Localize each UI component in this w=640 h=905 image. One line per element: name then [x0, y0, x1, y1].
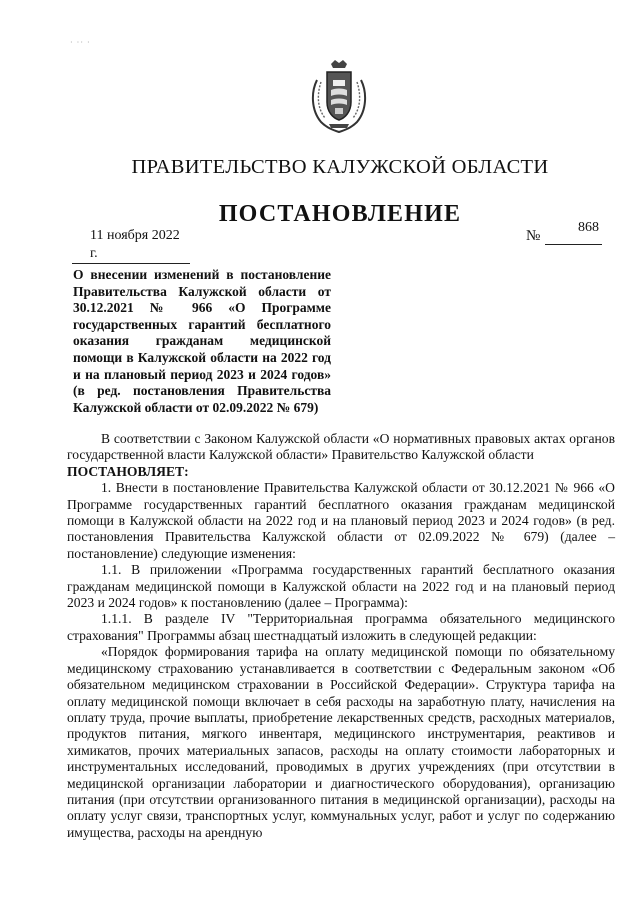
paragraph-1-1: 1.1. В приложении «Программа государственных гарантий бесплатного оказания гражданам медицинской помощи в Калужской области на 2022 год и на плановый период 2023 и 2024 годов» к постановлению (далее – Программа): [67, 562, 615, 611]
document-date: 11 ноября 2022 г. [72, 227, 190, 264]
resolves-heading: ПОСТАНОВЛЯЕТ: [67, 463, 189, 479]
document-body [67, 431, 615, 841]
number-underline [545, 244, 602, 245]
paragraph-1: 1. Внести в постановление Правительства Калужской области от 30.12.2021 № 966 «О Программе государственных гарантий бесплатного оказания гражданам медицинской помощи в Калужской области на 2022 год и на плановый период 2023 и 2024 годов» (в ред. постановления Правительства Калужской области от 02.09.2022 № 679) (далее – постановление) следующие изменения: [67, 480, 615, 561]
number-label: № [526, 228, 541, 244]
document-subject: О внесении изменений в постановление Правительства Калужской области от 30.12.2021 № 966 «О Программе государственных гарантий бесплатного оказания гражданам медицинской помощи в Калужской области на 2022 год и на плановый период 2023 и 2024 годов» (в ред. постановления Правительства Калужской области от 02.09.2022 № 679) [73, 267, 331, 415]
paragraph-1-1-1: 1.1.1. В разделе IV "Территориальная программа обязательного медицинского страхования" Программы абзац шестнадцатый изложить в следующей редакции: [67, 611, 615, 643]
coat-of-arms-icon [307, 58, 371, 134]
organization-title: ПРАВИТЕЛЬСТВО КАЛУЖСКОЙ ОБЛАСТИ [131, 156, 549, 178]
scan-mark: · ·· · [70, 38, 91, 47]
preamble-paragraph: В соответствии с Законом Калужской области «О нормативных правовых актах органов государственной власти Калужской области» Правительство Калужской области [67, 431, 615, 463]
paragraph-tariff: «Порядок формирования тарифа на оплату медицинской помощи по обязательному медицинскому страхованию устанавливается в соответствии с Федеральным законом «Об обязательном медицинском страховании в Российской Федерации». Структура тарифа на оплату медицинской помощи включает в себя расходы на заработную плату, начисления на оплату труда, прочие выплаты, приобретение лекарственных средств, расходных материалов, продуктов питания, мягкого инвентаря, медицинского инструментария, реактивов и химикатов, прочих материальных запасов, расходы на оплату стоимости лабораторных и инструментальных исследований, проводимых в других учреждениях (при отсутствии в медицинской организации лаборатории и диагностического оборудования), организацию питания (при отсутствии организованного питания в медицинской организации), расходы на оплату услуг связи, транспортных услуг, коммунальных услуг, работ и услуг по содержанию имущества, расходы на арендную [67, 644, 615, 840]
document-number: 868 [578, 220, 599, 235]
document-type-heading: ПОСТАНОВЛЕНИЕ [218, 201, 462, 227]
